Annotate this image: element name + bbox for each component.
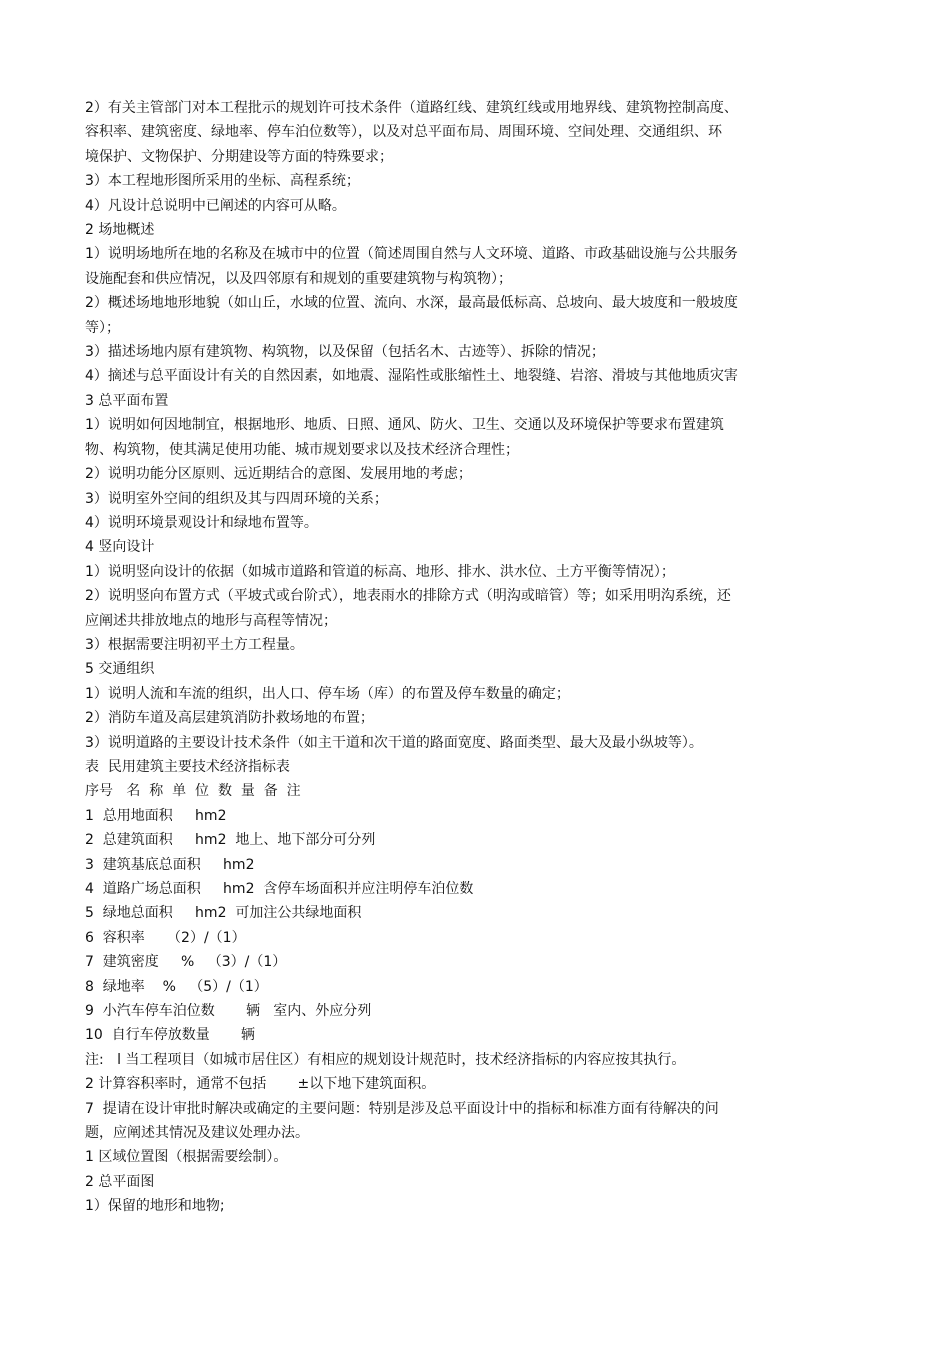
table-row: 1 总用地面积 hm2 [85, 807, 227, 824]
paragraph-line: 境保护、文物保护、分期建设等方面的特殊要求； [85, 148, 393, 165]
table-row: 8 绿地率 % （5）/（1） [85, 978, 268, 995]
table-title: 表 民用建筑主要技术经济指标表 [85, 758, 290, 775]
paragraph-line: 1）说明如何因地制宜，根据地形、地质、日照、通风、防火、卫生、交通以及环境保护等要求布置建筑 [85, 417, 724, 434]
table-row: 4 道路广场总面积 hm2 含停车场面积并应注明停车泊位数 [85, 881, 474, 897]
paragraph-line: 2）有关主管部门对本工程批示的规划许可技术条件（道路红线、建筑红线或用地界线、建筑物控制高度、 [85, 100, 738, 116]
table-row: 3 建筑基底总面积 hm2 [85, 856, 255, 873]
paragraph-line: 题，应阐述其情况及建议处理办法。 [85, 1125, 309, 1142]
table-row: 5 绿地总面积 hm2 可加注公共绿地面积 [85, 905, 362, 922]
table-note: 2 计算容积率时，通常不包括 ±以下地下建筑面积。 [85, 1076, 436, 1093]
section-heading: 3 总平面布置 [85, 392, 169, 409]
section-heading: 4 竖向设计 [85, 539, 155, 556]
section-heading: 2 总平面图 [85, 1173, 155, 1190]
paragraph-line: 2）概述场地地形地貌（如山丘，水域的位置、流向、水深，最高最低标高、总坡向、最大坡度和一般坡度 [85, 295, 738, 312]
paragraph-line: 3）说明室外空间的组织及其与四周环境的关系； [85, 490, 388, 507]
paragraph-line: 3）本工程地形图所采用的坐标、高程系统； [85, 173, 360, 190]
document-body [85, 96, 885, 1219]
paragraph-line: 3）描述场地内原有建筑物、构筑物，以及保留（包括名木、古迹等）、拆除的情况； [85, 344, 605, 361]
paragraph-line: 7 提请在设计审批时解决或确定的主要问题：特别是涉及总平面设计中的指标和标准方面有待解决的问 [85, 1100, 719, 1117]
table-note: 注: l 当工程项目（如城市居住区）有相应的规划设计规范时，技术经济指标的内容应按其执行。 [85, 1051, 686, 1068]
table-row: 6 容积率 （2）/（1） [85, 929, 246, 946]
paragraph-line: 4）说明环境景观设计和绿地布置等。 [85, 514, 318, 531]
table-row: 7 建筑密度 % （3）/（1） [85, 954, 287, 971]
paragraph-line: 等）； [85, 319, 120, 336]
section-heading: 5 交通组织 [85, 661, 155, 678]
paragraph-line: 4）摘述与总平面设计有关的自然因素，如地震、湿陷性或胀缩性土、地裂缝、岩溶、滑坡与其他地质灾害 [85, 368, 738, 385]
paragraph-line: 1）说明竖向设计的依据（如城市道路和管道的标高、地形、排水、洪水位、土方平衡等情况）； [85, 563, 675, 580]
paragraph-line: 1 区域位置图（根据需要绘制）。 [85, 1149, 288, 1166]
section-heading: 2 场地概述 [85, 222, 155, 239]
paragraph-line: 物、构筑物，使其满足使用功能、城巿规划要求以及技术经济合理性； [85, 441, 519, 458]
paragraph-line: 1）说明人流和车流的组织，出人口、停车场（库）的布置及停车数量的确定； [85, 685, 570, 702]
paragraph-line: 3）根据需要注明初平土方工程量。 [85, 636, 304, 653]
table-row: 10 自行车停放数量 辆 [85, 1027, 255, 1044]
paragraph-line: 4）凡设计总说明中已阐述的内容可从略。 [85, 197, 346, 214]
paragraph-line: 2）消防车道及高层建筑消防扑救场地的布置； [85, 710, 374, 727]
table-header: 序号 名 称 单 位 数 量 备 注 [85, 783, 301, 800]
paragraph-line: 1）说明场地所在地的名称及在城市中的位置（简述周围自然与人文环境、道路、市政基础设施与公共服务 [85, 246, 738, 263]
paragraph-line: 1）保留的地形和地物; [85, 1198, 225, 1215]
paragraph-line: 应阐述共排放地点的地形与高程等情况； [85, 612, 337, 629]
table-row: 2 总建筑面积 hm2 地上、地下部分可分列 [85, 832, 376, 849]
paragraph-line: 2）说明功能分区原则、远近期结合的意图、发展用地的考虑； [85, 466, 472, 483]
paragraph-line: 2）说明竖向布置方式（平坡式或台阶式），地表雨水的排除方式（明沟或暗管）等；如采用明沟系统，还 [85, 588, 731, 605]
table-row: 9 小汽车停车泊位数 辆 室内、外应分列 [85, 1003, 372, 1020]
paragraph-line: 设施配套和供应情况，以及四邻原有和规划的重要建筑物与构筑物）； [85, 270, 512, 287]
paragraph-line: 3）说明道路的主要设计技术条件（如主干道和次干道的路面宽度、路面类型、最大及最小纵坡等）。 [85, 734, 703, 751]
paragraph-line: 容积率、建筑密度、绿地率、停车泊位数等），以及对总平面布局、周围环境、空间处理、交通组织、环 [85, 124, 722, 141]
